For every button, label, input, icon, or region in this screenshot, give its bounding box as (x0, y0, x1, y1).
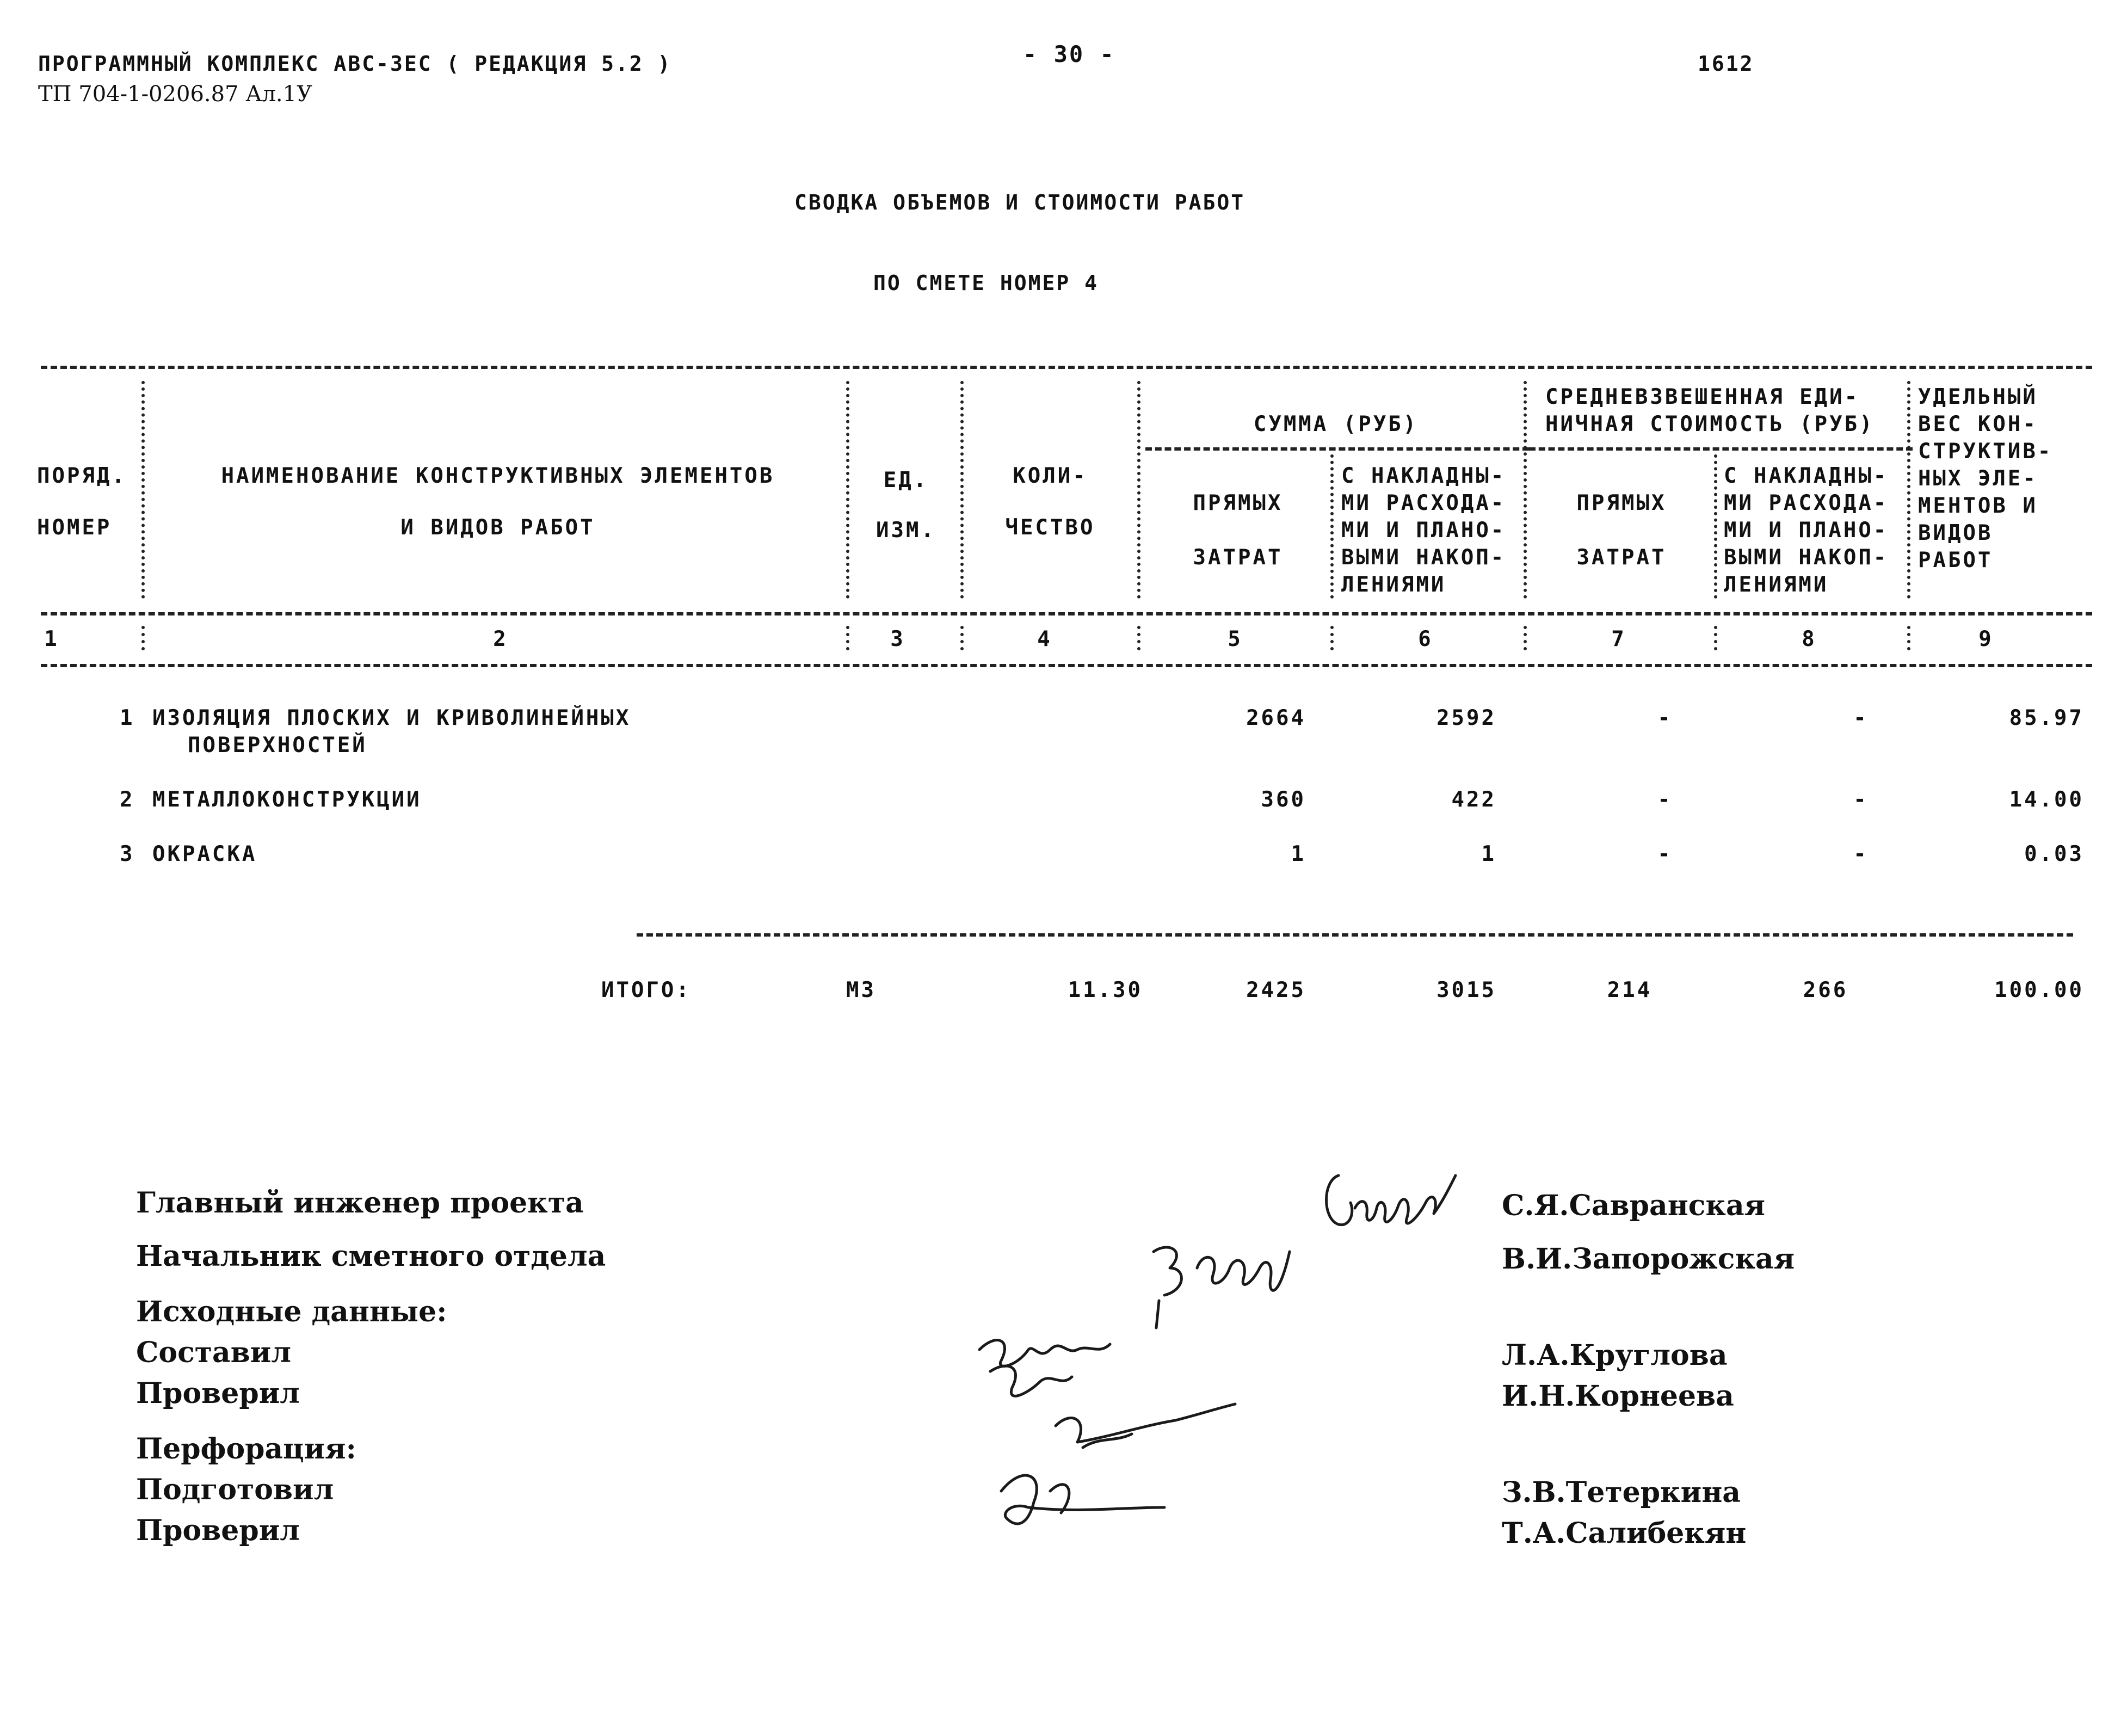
signatures-verifiers (969, 1328, 1251, 1556)
row-avg-direct: - (1657, 706, 1673, 730)
role-source-data: Исходные данные: (136, 1295, 447, 1328)
total-avg-overhead: 266 (1803, 978, 1848, 1002)
header-c1-l1: ПОРЯД. (37, 464, 127, 488)
signature-zaporozhskaya (1137, 1230, 1306, 1339)
col-sep-5 (1330, 454, 1338, 599)
role-checked: Проверил (136, 1377, 300, 1410)
colnum-sep (960, 626, 968, 650)
header-c2-l2: И ВИДОВ РАБОТ (400, 515, 595, 540)
row-number: 1 (120, 706, 135, 730)
col-sep-6 (1524, 381, 1531, 599)
colnum-sep (1330, 626, 1338, 650)
header-c6-l2: МИ РАСХОДА- (1341, 491, 1506, 515)
table-top-rule (41, 366, 2092, 369)
total-unit: М3 (846, 978, 876, 1002)
header-c9-l5: МЕНТОВ И (1918, 494, 2038, 518)
role-prepared: Подготовил (136, 1473, 334, 1506)
col-number-6: 6 (1418, 627, 1433, 651)
row-name: МЕТАЛЛОКОНСТРУКЦИИ (152, 787, 422, 812)
header-c8-l3: МИ И ПЛАНО- (1724, 518, 1889, 543)
header-c4-l2: ЧЕСТВО (1005, 515, 1095, 540)
row-direct-cost: 2664 (1246, 706, 1306, 730)
header-bottom-rule (41, 612, 2092, 615)
col-number-5: 5 (1228, 627, 1243, 651)
row-avg-overhead: - (1853, 842, 1869, 866)
role-perforation: Перфорация: (136, 1432, 356, 1466)
row-share: 14.00 (2009, 787, 2084, 812)
row-overhead-cost: 2592 (1436, 706, 1496, 730)
total-rule (637, 933, 2073, 937)
row-avg-direct: - (1657, 787, 1673, 812)
header-sum-group: СУММА (РУБ) (1253, 412, 1419, 436)
header-c6-l3: МИ И ПЛАНО- (1341, 518, 1506, 543)
row-name: ОКРАСКА (152, 842, 257, 866)
row-overhead-cost: 1 (1481, 842, 1496, 866)
header-c8-l5: ЛЕНИЯМИ (1724, 572, 1829, 597)
col-number-1: 1 (44, 627, 59, 651)
total-direct-cost: 2425 (1246, 978, 1306, 1002)
header-c9-l4: НЫХ ЭЛЕ- (1918, 466, 2038, 491)
name-zaporozhskaya: В.И.Запорожская (1502, 1242, 1795, 1276)
total-share: 100.00 (1994, 978, 2084, 1002)
name-salibekyan: Т.А.Салибекян (1502, 1517, 1747, 1550)
row-overhead-cost: 422 (1451, 787, 1496, 812)
row-number: 3 (120, 842, 135, 866)
project-code: ТП 704-1-0206.87 Ал.1У (38, 82, 313, 107)
header-c4-l1: КОЛИ- (1013, 464, 1088, 488)
col-sep-1 (141, 381, 149, 599)
header-c9-l3: СТРУКТИВ- (1918, 439, 2053, 464)
header-c9-l7: РАБОТ (1918, 548, 1993, 572)
col-sep-8 (1907, 381, 1915, 599)
colnum-sep (1137, 626, 1145, 650)
page-number: - 30 - (1023, 41, 1115, 67)
header-avg-group-l2: НИЧНАЯ СТОИМОСТЬ (РУБ) (1545, 412, 1875, 436)
colnum-sep (846, 626, 854, 650)
row-direct-cost: 1 (1291, 842, 1306, 866)
header-c8-l1: С НАКЛАДНЫ- (1724, 464, 1889, 488)
report-subtitle: ПО СМЕТЕ НОМЕР 4 (873, 271, 1099, 295)
col-number-2: 2 (493, 627, 508, 651)
row-avg-overhead: - (1853, 787, 1869, 812)
row-name-cont: ПОВЕРХНОСТЕЙ (188, 733, 367, 758)
row-share: 85.97 (2009, 706, 2084, 730)
colnum-sep (1714, 626, 1722, 650)
col-sep-2 (846, 381, 854, 599)
row-share: 0.03 (2024, 842, 2084, 866)
sheet-number: 1612 (1698, 52, 1754, 76)
name-savranskaya: С.Я.Савранская (1502, 1189, 1766, 1222)
header-c7-l2: ЗАТРАТ (1576, 545, 1667, 570)
colnum-sep (1907, 626, 1915, 650)
col-number-3: 3 (890, 627, 905, 651)
total-avg-direct: 214 (1607, 978, 1653, 1002)
header-c6-l5: ЛЕНИЯМИ (1341, 572, 1446, 597)
header-c3-l1: ЕД. (883, 468, 929, 493)
col-sep-3 (960, 381, 968, 599)
col-sep-7 (1714, 454, 1722, 599)
row-direct-cost: 360 (1261, 787, 1306, 812)
header-c5-l2: ЗАТРАТ (1193, 545, 1283, 570)
row-avg-direct: - (1657, 842, 1673, 866)
program-name: ПРОГРАММНЫЙ КОМПЛЕКС АВС-3ЕС ( РЕДАКЦИЯ 5.2 ) (38, 52, 672, 76)
header-c7-l1: ПРЯМЫХ (1576, 491, 1667, 515)
sum-group-rule (1145, 447, 1529, 451)
name-teterkina: З.В.Тетеркина (1502, 1476, 1741, 1509)
signature-savranskaya (1317, 1159, 1464, 1252)
header-c5-l1: ПРЯМЫХ (1193, 491, 1283, 515)
header-c2-l1: НАИМЕНОВАНИЕ КОНСТРУКТИВНЫХ ЭЛЕМЕНТОВ (221, 464, 775, 488)
header-c9-l2: ВЕС КОН- (1918, 412, 2038, 436)
row-avg-overhead: - (1853, 706, 1869, 730)
header-c9-l1: УДЕЛЬНЫЙ (1918, 385, 2038, 409)
header-c3-l2: ИЗМ. (876, 518, 936, 543)
colnum-sep (141, 626, 149, 650)
colnum-sep (1524, 626, 1531, 650)
name-kruglova: Л.А.Круглова (1502, 1339, 1728, 1372)
header-c8-l4: ВЫМИ НАКОП- (1724, 545, 1889, 570)
header-c6-l1: С НАКЛАДНЫ- (1341, 464, 1506, 488)
header-c6-l4: ВЫМИ НАКОП- (1341, 545, 1506, 570)
role-estimate-head: Начальник сметного отдела (136, 1240, 606, 1273)
total-quantity: 11.30 (1068, 978, 1143, 1002)
total-label: ИТОГО: (601, 978, 691, 1002)
col-sep-4 (1137, 381, 1145, 599)
header-c8-l2: МИ РАСХОДА- (1724, 491, 1889, 515)
header-c1-l2: НОМЕР (37, 515, 112, 540)
role-checked-2: Проверил (136, 1514, 300, 1547)
col-number-4: 4 (1037, 627, 1052, 651)
col-number-7: 7 (1611, 627, 1626, 651)
header-c9-l6: ВИДОВ (1918, 521, 1993, 545)
avg-group-rule (1529, 447, 1913, 451)
row-name: ИЗОЛЯЦИЯ ПЛОСКИХ И КРИВОЛИНЕЙНЫХ (152, 706, 631, 730)
col-number-9: 9 (1978, 627, 1994, 651)
name-korneeva: И.Н.Корнеева (1502, 1380, 1734, 1413)
role-compiled: Составил (136, 1336, 292, 1369)
header-avg-group-l1: СРЕДНЕВЗВЕШЕННАЯ ЕДИ- (1545, 385, 1860, 409)
col-number-8: 8 (1802, 627, 1817, 651)
total-overhead-cost: 3015 (1436, 978, 1496, 1002)
colnum-bottom-rule (41, 664, 2092, 667)
row-number: 2 (120, 787, 135, 812)
report-title: СВОДКА ОБЪЕМОВ И СТОИМОСТИ РАБОТ (794, 190, 1246, 214)
role-chief-engineer: Главный инженер проекта (136, 1186, 584, 1220)
